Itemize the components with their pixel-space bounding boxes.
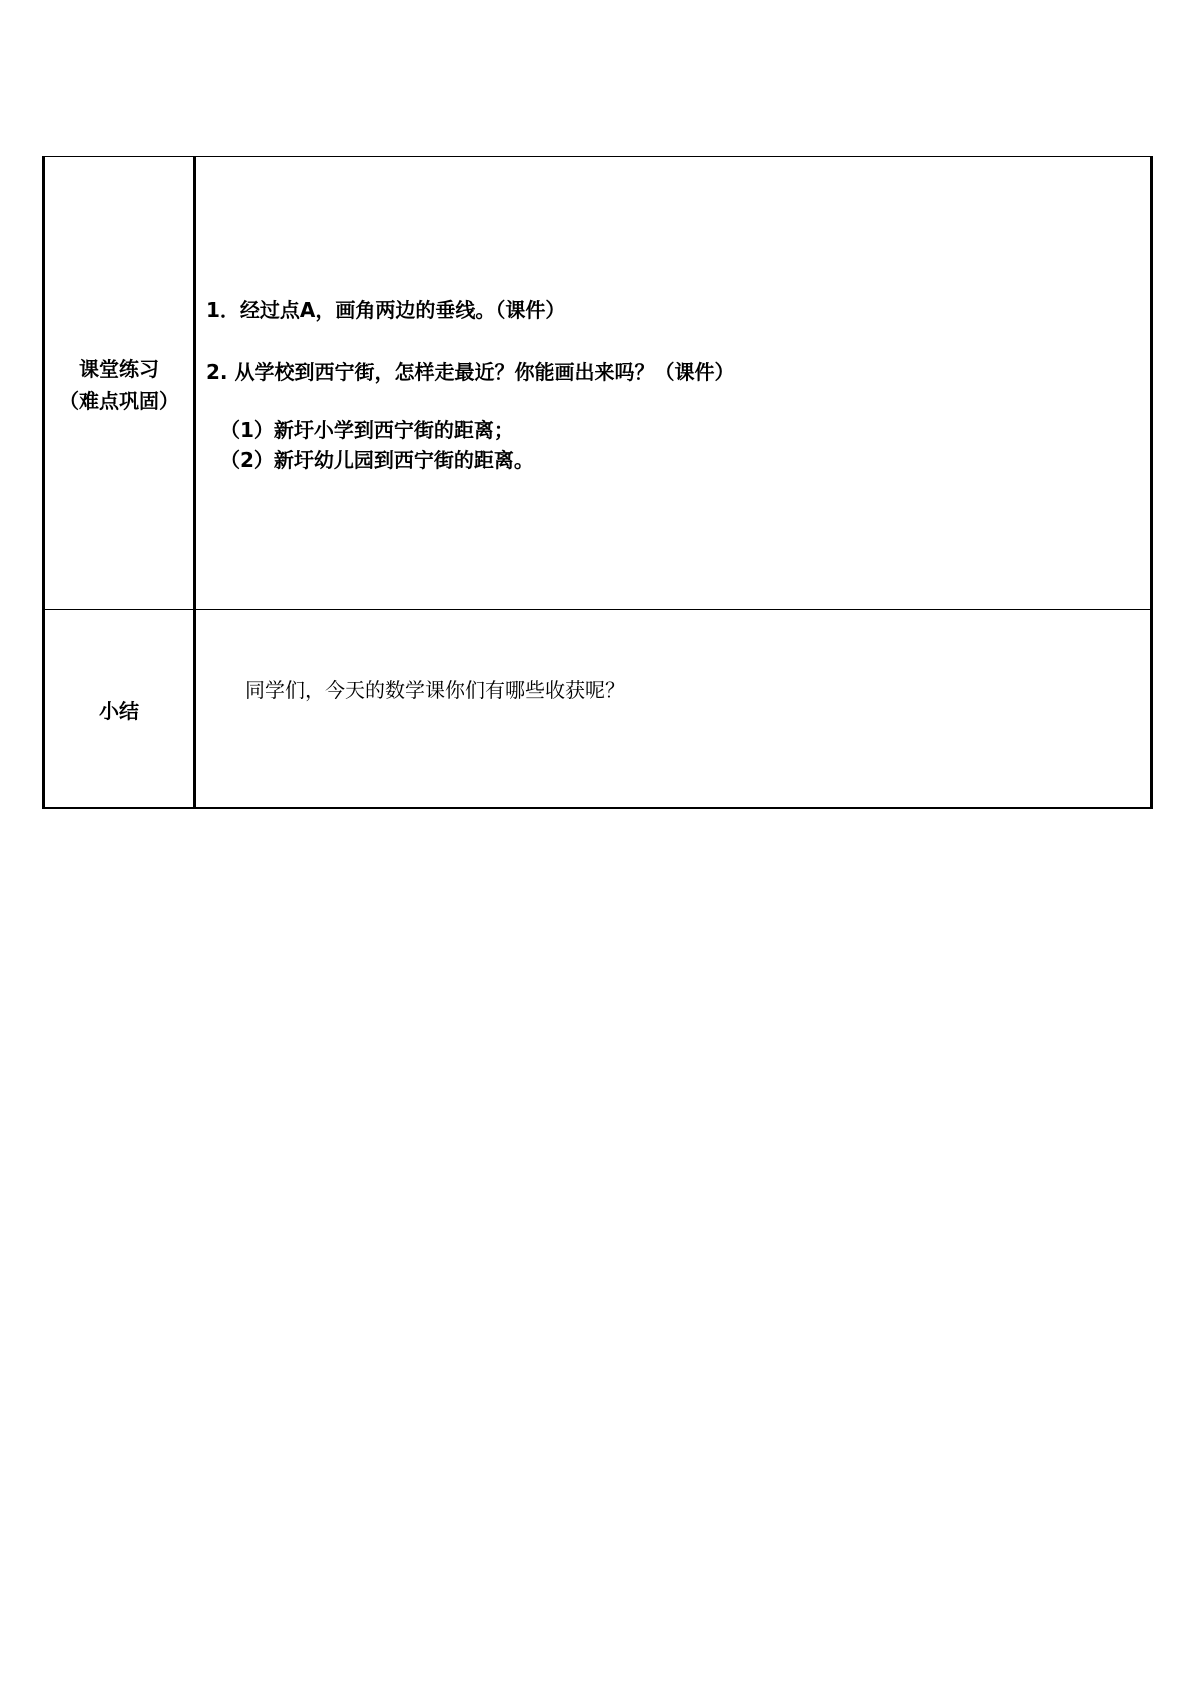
practice-label-cell [44, 157, 195, 610]
summary-text: 同学们，今天的数学课你们有哪些收获呢？ [245, 678, 625, 702]
practice-item-1: 1．经过点A，画角两边的垂线。（课件） [206, 298, 566, 322]
practice-content-cell [195, 157, 1152, 610]
table-row-practice [44, 157, 1152, 610]
practice-label [45, 157, 193, 417]
practice-sub-item-1: （1）新圩小学到西宁街的距离； [220, 418, 514, 442]
practice-label-line2: （难点巩固） [59, 389, 179, 413]
summary-label: 小结 [99, 699, 139, 723]
practice-sub-item-2: （2）新圩幼儿园到西宁街的距离。 [220, 448, 534, 472]
summary-content-cell [195, 610, 1152, 809]
lesson-plan-table [42, 156, 1153, 809]
practice-sub-items [206, 415, 1150, 475]
practice-content [196, 157, 1150, 475]
table-row-summary [44, 610, 1152, 809]
summary-label-cell [44, 610, 195, 809]
practice-item-2: 2. 从学校到西宁街，怎样走最近？你能画出来吗？（课件） [206, 360, 735, 384]
practice-label-line1: 课堂练习 [79, 357, 159, 381]
